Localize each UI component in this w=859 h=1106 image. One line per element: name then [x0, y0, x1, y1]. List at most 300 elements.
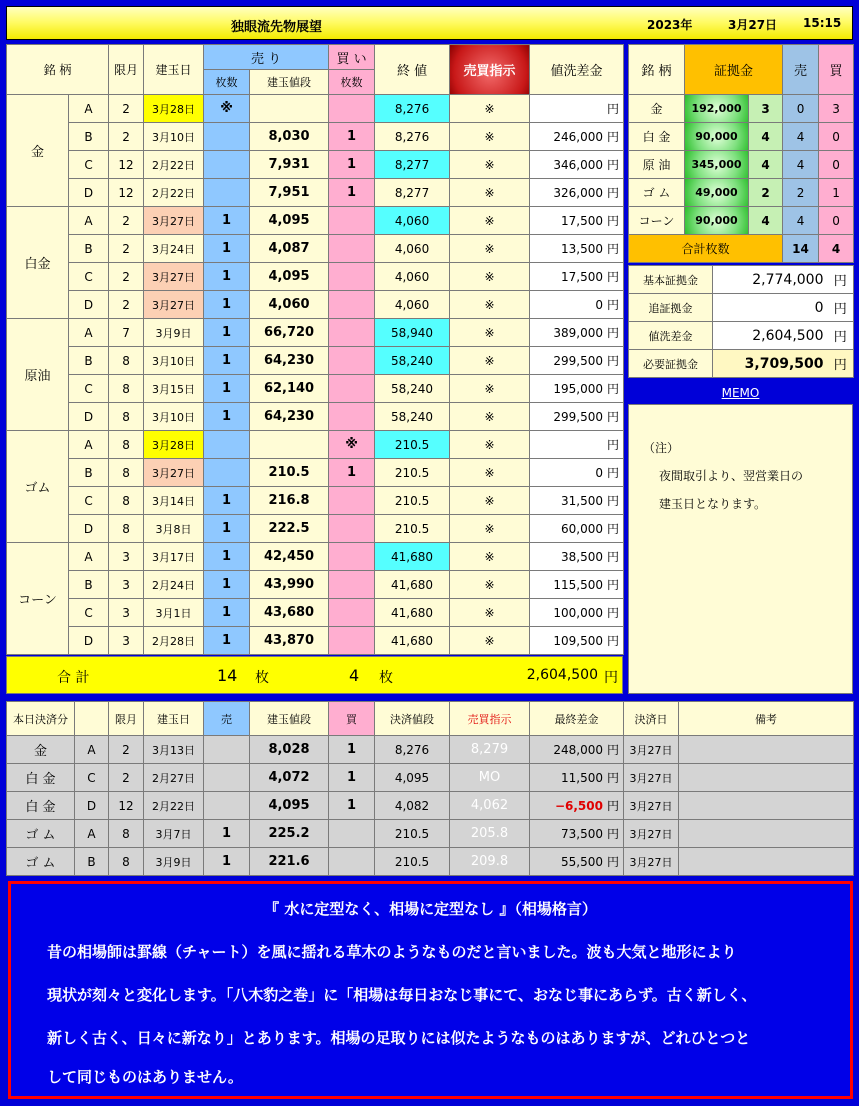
- settle-code: C: [75, 764, 109, 792]
- yen-unit: 円: [607, 550, 620, 564]
- sell-count: [204, 179, 250, 207]
- position-row: [7, 403, 624, 431]
- settle-entry-price: 225.2: [250, 820, 329, 848]
- margin-commodity: 白 金: [629, 123, 685, 151]
- col-header-nearai: 値洗差金: [530, 45, 624, 95]
- yen-unit: 円: [607, 410, 620, 424]
- entry-price: 64,230: [250, 403, 329, 431]
- contract-code: A: [69, 95, 109, 123]
- position-row: [7, 431, 624, 459]
- margin-amount: 345,000: [685, 151, 749, 179]
- contract-month: 3: [109, 543, 144, 571]
- diff-value: 246,000: [553, 130, 604, 144]
- contract-code: D: [69, 627, 109, 655]
- settle-instruction: 205.8: [450, 820, 530, 848]
- yen-unit: 円: [607, 354, 620, 368]
- header-time: 15:15: [803, 16, 842, 30]
- mark-to-market-diff: [530, 431, 624, 459]
- contract-code: A: [69, 431, 109, 459]
- settle-note: [679, 820, 854, 848]
- settle-buy: 1: [329, 764, 375, 792]
- settle-instruction: 4,062: [450, 792, 530, 820]
- buy-count: [329, 235, 375, 263]
- diff-value: 60,000: [561, 522, 604, 536]
- entry-price: 62,140: [250, 375, 329, 403]
- contract-month: 8: [109, 403, 144, 431]
- trade-instruction: ※: [450, 123, 530, 151]
- entry-price: 210.5: [250, 459, 329, 487]
- margin-units: 4: [749, 207, 783, 235]
- settle-header-gengetsu: 限月: [109, 702, 144, 736]
- position-row: [7, 123, 624, 151]
- memo-note-line: 夜間取引より、翌営業日の: [659, 469, 804, 483]
- position-date: 3月10日: [144, 123, 204, 151]
- settle-final-diff: [530, 820, 624, 848]
- yen-unit: 円: [607, 326, 620, 340]
- margin-buy: 0: [819, 207, 854, 235]
- margin-units: 4: [749, 151, 783, 179]
- contract-code: A: [69, 543, 109, 571]
- entry-price: 4,095: [250, 207, 329, 235]
- col-header-uri: 売 り: [204, 45, 329, 70]
- contract-month: 8: [109, 459, 144, 487]
- settle-date-done: 3月27日: [624, 736, 679, 764]
- settle-instruction: MO: [450, 764, 530, 792]
- summary-label: 基本証拠金: [629, 266, 713, 294]
- close-price: 4,060: [375, 235, 450, 263]
- position-row: [7, 263, 624, 291]
- mark-to-market-diff: [530, 459, 624, 487]
- settle-instruction: 8,279: [450, 736, 530, 764]
- sell-count: [204, 459, 250, 487]
- total-bar: [6, 656, 623, 694]
- diff-value: 389,000: [553, 326, 604, 340]
- margin-sell: 0: [783, 95, 819, 123]
- settle-entry-price: 221.6: [250, 848, 329, 876]
- diff-value: 17,500: [561, 270, 604, 284]
- mark-to-market-diff: [530, 123, 624, 151]
- settle-entry-price: 4,072: [250, 764, 329, 792]
- trade-instruction: ※: [450, 179, 530, 207]
- summary-label: 値洗差金: [629, 322, 713, 350]
- position-row: [7, 599, 624, 627]
- total-label: 合 計: [57, 670, 90, 686]
- contract-code: B: [69, 123, 109, 151]
- buy-count: 1: [329, 123, 375, 151]
- position-date: 2月24日: [144, 571, 204, 599]
- summary-label: 追証拠金: [629, 294, 713, 322]
- contract-month: 8: [109, 375, 144, 403]
- contract-code: B: [69, 347, 109, 375]
- diff-value: 0: [595, 466, 604, 480]
- mark-to-market-diff: [530, 291, 624, 319]
- settle-header-tategyokubi: 建玉日: [144, 702, 204, 736]
- entry-price: 4,087: [250, 235, 329, 263]
- contract-code: A: [69, 319, 109, 347]
- total-diff: 2,604,500: [526, 667, 598, 683]
- settle-price: 210.5: [375, 820, 450, 848]
- diff-value: 31,500: [561, 494, 604, 508]
- summary-row: [629, 294, 854, 322]
- margin-row: [629, 207, 854, 235]
- sell-count: 1: [204, 543, 250, 571]
- diff-value: 326,000: [553, 186, 604, 200]
- mark-to-market-diff: [530, 571, 624, 599]
- mark-to-market-diff: [530, 235, 624, 263]
- contract-month: 7: [109, 319, 144, 347]
- close-price: 210.5: [375, 431, 450, 459]
- memo-note-title: （注）: [643, 441, 680, 455]
- settle-note: [679, 736, 854, 764]
- contract-month: 3: [109, 599, 144, 627]
- yen-unit: 円: [606, 771, 619, 785]
- margin-total-buy: 4: [819, 235, 854, 263]
- settle-date: 3月7日: [144, 820, 204, 848]
- settle-header-biko: 備考: [679, 702, 854, 736]
- margin-amount: 192,000: [685, 95, 749, 123]
- settle-code: B: [75, 848, 109, 876]
- settle-final-diff: [530, 736, 624, 764]
- sell-count: 1: [204, 571, 250, 599]
- summary-yen: 円: [828, 322, 854, 350]
- contract-code: C: [69, 151, 109, 179]
- yen-unit: 円: [607, 270, 620, 284]
- close-price: 4,060: [375, 291, 450, 319]
- settle-final-diff: [530, 792, 624, 820]
- position-date: 3月17日: [144, 543, 204, 571]
- position-row: [7, 235, 624, 263]
- settle-date-done: 3月27日: [624, 848, 679, 876]
- yen-unit: 円: [607, 466, 620, 480]
- settle-entry-price: 8,028: [250, 736, 329, 764]
- close-price: 41,680: [375, 543, 450, 571]
- margin-header-kai: 買: [819, 45, 854, 95]
- settle-header-kessaibi: 決済日: [624, 702, 679, 736]
- summary-yen: 円: [828, 350, 854, 378]
- settle-sell: 1: [204, 848, 250, 876]
- yen-unit: 円: [607, 382, 620, 396]
- contract-code: D: [69, 291, 109, 319]
- diff-value: 0: [595, 298, 604, 312]
- position-date: 2月22日: [144, 151, 204, 179]
- total-sell-count: 14: [217, 666, 238, 685]
- buy-count: [329, 375, 375, 403]
- margin-buy: 0: [819, 123, 854, 151]
- position-row: [7, 571, 624, 599]
- mark-to-market-diff: [530, 319, 624, 347]
- contract-month: 2: [109, 207, 144, 235]
- settle-code: A: [75, 820, 109, 848]
- sell-count: [204, 123, 250, 151]
- diff-value: 109,500: [553, 634, 604, 648]
- quote-line: 現状が刻々と変化します。「八木豹之巻」に「相場は毎日おなじ事にて、おなじ事にあらず。古く新しく、: [47, 986, 757, 1004]
- contract-month: 2: [109, 291, 144, 319]
- settle-header-uri: 売: [204, 702, 250, 736]
- yen-unit: 円: [606, 827, 619, 841]
- close-price: 58,240: [375, 403, 450, 431]
- position-date: 3月9日: [144, 319, 204, 347]
- trade-instruction: ※: [450, 627, 530, 655]
- position-row: [7, 291, 624, 319]
- close-price: 58,940: [375, 319, 450, 347]
- contract-code: D: [69, 515, 109, 543]
- trade-instruction: ※: [450, 599, 530, 627]
- position-date: 3月15日: [144, 375, 204, 403]
- position-row: [7, 627, 624, 655]
- page-title: 独眼流先物展望: [231, 20, 323, 35]
- margin-commodity: 原 油: [629, 151, 685, 179]
- buy-count: [329, 543, 375, 571]
- diff-value: 38,500: [561, 550, 604, 564]
- sell-count: 1: [204, 347, 250, 375]
- buy-count: [329, 403, 375, 431]
- margin-row: [629, 151, 854, 179]
- margin-header-uri: 売: [783, 45, 819, 95]
- yen-unit: 円: [607, 522, 620, 536]
- contract-month: 2: [109, 263, 144, 291]
- settlement-table: [6, 701, 854, 876]
- settlement-row: [7, 764, 854, 792]
- settlement-row: [7, 820, 854, 848]
- settle-date: 2月22日: [144, 792, 204, 820]
- settle-buy: [329, 848, 375, 876]
- position-row: [7, 487, 624, 515]
- contract-month: 2: [109, 123, 144, 151]
- commodity-name: コーン: [7, 543, 69, 655]
- col-header-owarine: 終 値: [375, 45, 450, 95]
- settle-sell: 1: [204, 820, 250, 848]
- close-price: 41,680: [375, 599, 450, 627]
- summary-row: [629, 350, 854, 378]
- buy-count: 1: [329, 459, 375, 487]
- position-date: 3月14日: [144, 487, 204, 515]
- yen-unit: 円: [607, 634, 620, 648]
- margin-header-meigara: 銘 柄: [629, 45, 685, 95]
- diff-value: 55,500: [560, 855, 603, 869]
- memo-panel: [628, 404, 853, 694]
- positions-table: [6, 44, 624, 655]
- settle-price: 210.5: [375, 848, 450, 876]
- baibai-shiji-button[interactable]: 売買指示: [450, 45, 530, 95]
- settlement-row: [7, 848, 854, 876]
- buy-count: ※: [329, 431, 375, 459]
- settle-month: 8: [109, 820, 144, 848]
- settle-final-diff: [530, 848, 624, 876]
- yen-unit: 円: [606, 799, 619, 813]
- contract-code: D: [69, 179, 109, 207]
- settle-sell: [204, 792, 250, 820]
- trade-instruction: ※: [450, 235, 530, 263]
- mark-to-market-diff: [530, 95, 624, 123]
- trade-instruction: ※: [450, 487, 530, 515]
- close-price: 8,277: [375, 179, 450, 207]
- margin-total-sell: 14: [783, 235, 819, 263]
- settle-date: 2月27日: [144, 764, 204, 792]
- mark-to-market-diff: [530, 263, 624, 291]
- contract-month: 8: [109, 515, 144, 543]
- sell-count: 1: [204, 403, 250, 431]
- close-price: 210.5: [375, 515, 450, 543]
- margin-sell: 4: [783, 123, 819, 151]
- margin-total-label: 合計枚数: [629, 235, 783, 263]
- settle-price: 8,276: [375, 736, 450, 764]
- sell-count: ※: [204, 95, 250, 123]
- settle-date-done: 3月27日: [624, 792, 679, 820]
- close-price: 58,240: [375, 375, 450, 403]
- sell-count: 1: [204, 319, 250, 347]
- settle-buy: 1: [329, 736, 375, 764]
- mark-to-market-diff: [530, 599, 624, 627]
- settle-date-done: 3月27日: [624, 764, 679, 792]
- entry-price: 64,230: [250, 347, 329, 375]
- contract-month: 3: [109, 627, 144, 655]
- commodity-name: ゴム: [7, 431, 69, 543]
- position-date: 3月27日: [144, 263, 204, 291]
- settle-header-saishu-sakin: 最終差金: [530, 702, 624, 736]
- commodity-name: 白金: [7, 207, 69, 319]
- position-row: [7, 543, 624, 571]
- buy-count: [329, 263, 375, 291]
- settle-header-baibai-shiji: 売買指示: [450, 702, 530, 736]
- commodity-name: 金: [7, 95, 69, 207]
- settle-date: 3月9日: [144, 848, 204, 876]
- contract-code: B: [69, 571, 109, 599]
- entry-price: 42,450: [250, 543, 329, 571]
- yen-unit: 円: [607, 578, 620, 592]
- contract-code: D: [69, 403, 109, 431]
- entry-price: 4,095: [250, 263, 329, 291]
- trade-instruction: ※: [450, 151, 530, 179]
- settle-commodity: ゴ ム: [7, 820, 75, 848]
- settle-entry-price: 4,095: [250, 792, 329, 820]
- trade-instruction: ※: [450, 431, 530, 459]
- contract-month: 2: [109, 95, 144, 123]
- yen-unit: 円: [607, 298, 620, 312]
- sell-count: 1: [204, 263, 250, 291]
- buy-count: [329, 627, 375, 655]
- contract-month: 3: [109, 571, 144, 599]
- diff-value: 100,000: [553, 606, 604, 620]
- entry-price: [250, 95, 329, 123]
- margin-row: [629, 179, 854, 207]
- trade-instruction: ※: [450, 459, 530, 487]
- memo-header: [628, 378, 853, 402]
- yen-unit: 円: [607, 438, 620, 452]
- summary-row: [629, 266, 854, 294]
- entry-price: 4,060: [250, 291, 329, 319]
- trade-instruction: ※: [450, 403, 530, 431]
- header-date: 3月27日: [728, 18, 778, 32]
- position-row: [7, 347, 624, 375]
- margin-row: [629, 95, 854, 123]
- buy-count: [329, 291, 375, 319]
- position-date: 3月28日: [144, 431, 204, 459]
- position-row: [7, 95, 624, 123]
- margin-amount: 49,000: [685, 179, 749, 207]
- col-header-tategyoku-nedan: 建玉値段: [250, 70, 329, 95]
- contract-code: B: [69, 459, 109, 487]
- sell-count: 1: [204, 627, 250, 655]
- yen-unit: 円: [607, 494, 620, 508]
- summary-label: 必要証拠金: [629, 350, 713, 378]
- memo-link[interactable]: MEMO: [721, 386, 760, 400]
- settle-month: 2: [109, 736, 144, 764]
- settle-price: 4,082: [375, 792, 450, 820]
- margin-commodity: コーン: [629, 207, 685, 235]
- sell-count: 1: [204, 291, 250, 319]
- quote-line: して同じものはありません。: [47, 1068, 243, 1086]
- diff-value: 17,500: [561, 214, 604, 228]
- contract-month: 8: [109, 347, 144, 375]
- memo-note-line: 建玉日となります。: [659, 497, 767, 511]
- col-header-gengetsu: 限月: [109, 45, 144, 95]
- settle-note: [679, 848, 854, 876]
- buy-count: 1: [329, 151, 375, 179]
- position-date: 2月28日: [144, 627, 204, 655]
- position-date: 3月27日: [144, 459, 204, 487]
- quote-line: 昔の相場師は罫線（チャート）を風に揺れる草木のようなものだと言いました。波も大気と地形により: [47, 943, 737, 961]
- contract-code: C: [69, 599, 109, 627]
- entry-price: 7,951: [250, 179, 329, 207]
- close-price: 41,680: [375, 571, 450, 599]
- mark-to-market-diff: [530, 151, 624, 179]
- settle-header-code: [75, 702, 109, 736]
- mark-to-market-diff: [530, 543, 624, 571]
- close-price: 4,060: [375, 207, 450, 235]
- settle-final-diff: [530, 764, 624, 792]
- margin-row: [629, 123, 854, 151]
- position-row: [7, 179, 624, 207]
- close-price: 210.5: [375, 487, 450, 515]
- margin-sell: 4: [783, 151, 819, 179]
- margin-sell: 2: [783, 179, 819, 207]
- yen-unit: 円: [607, 130, 620, 144]
- contract-code: C: [69, 487, 109, 515]
- settle-commodity: 白 金: [7, 792, 75, 820]
- margin-commodity: 金: [629, 95, 685, 123]
- close-price: 4,060: [375, 263, 450, 291]
- margin-commodity: ゴ ム: [629, 179, 685, 207]
- col-header-kai: 買 い: [329, 45, 375, 70]
- entry-price: 216.8: [250, 487, 329, 515]
- diff-value: 195,000: [553, 382, 604, 396]
- col-header-buy-maisu: 枚数: [329, 70, 375, 95]
- quote-line: 新しく古く、日々に新なり」とあります。相場の足取りには似たようなものはありますが、どれひとつと: [47, 1029, 751, 1047]
- quote-box: [8, 881, 853, 1099]
- margin-buy: 1: [819, 179, 854, 207]
- settle-month: 2: [109, 764, 144, 792]
- summary-row: [629, 322, 854, 350]
- yen-unit: 円: [606, 743, 619, 757]
- position-row: [7, 515, 624, 543]
- settlement-row: [7, 792, 854, 820]
- sell-count: 1: [204, 599, 250, 627]
- position-date: 3月10日: [144, 347, 204, 375]
- buy-count: [329, 487, 375, 515]
- contract-code: C: [69, 375, 109, 403]
- summary-value: 0: [713, 294, 828, 322]
- close-price: 8,276: [375, 95, 450, 123]
- close-price: 58,240: [375, 347, 450, 375]
- contract-month: 8: [109, 487, 144, 515]
- contract-month: 2: [109, 235, 144, 263]
- settle-sell: [204, 764, 250, 792]
- mark-to-market-diff: [530, 403, 624, 431]
- settle-header-kessai-nedan: 決済値段: [375, 702, 450, 736]
- mark-to-market-diff: [530, 627, 624, 655]
- margin-header-shokokin: 証拠金: [685, 45, 783, 95]
- margin-sell: 4: [783, 207, 819, 235]
